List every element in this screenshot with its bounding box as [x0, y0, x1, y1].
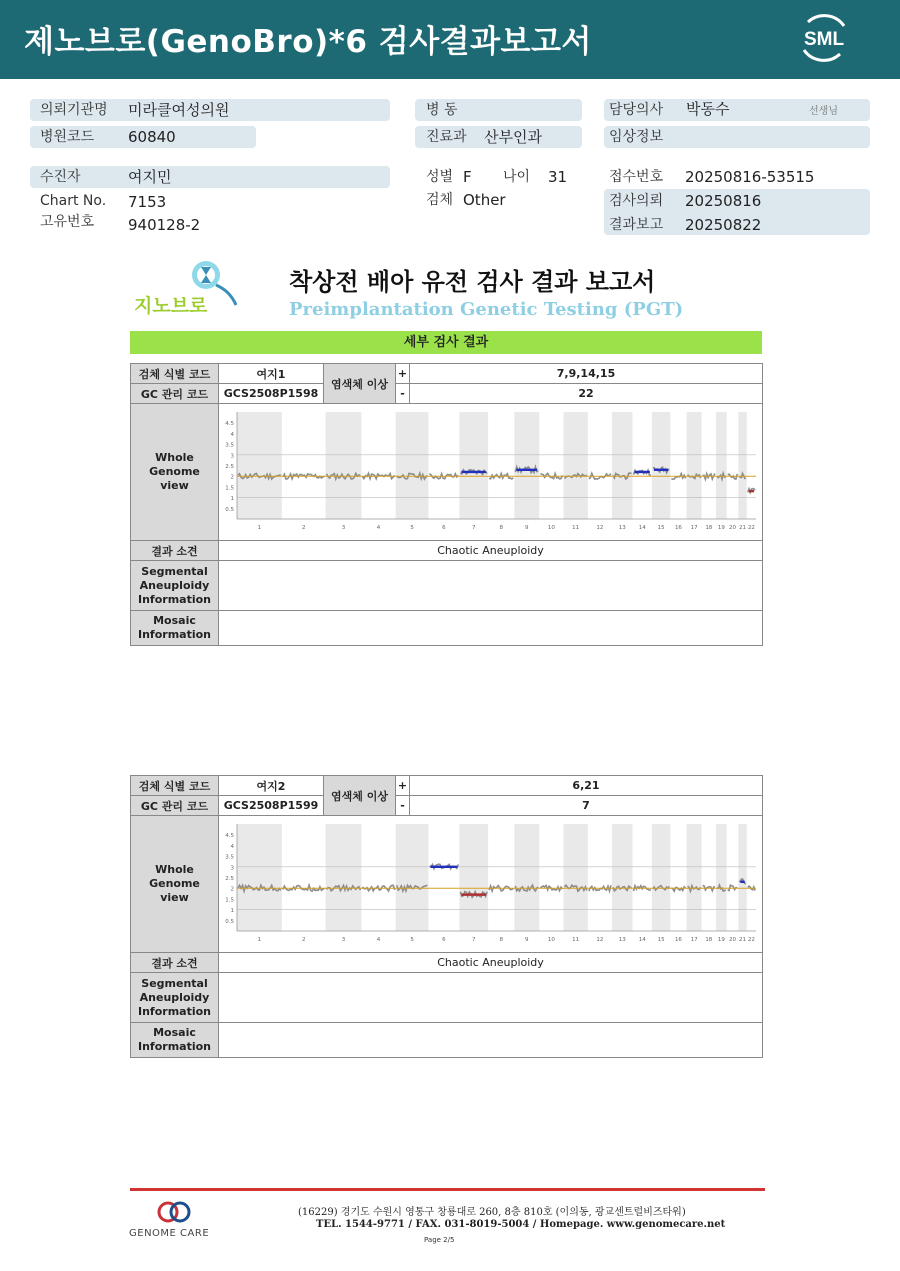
gc-code-value: GCS2508P1599 — [219, 796, 324, 816]
genobro-logo-text: 지노브로 — [134, 295, 208, 317]
chromosome-band — [686, 412, 701, 519]
chromosome-band — [686, 824, 701, 931]
finding-value: Chaotic Aneuploidy — [219, 541, 763, 561]
chromosome-band — [611, 824, 632, 931]
mosaic-label-line: Mosaic — [153, 1026, 196, 1039]
loss-sign: - — [396, 796, 410, 816]
x-tick-label: 18 — [704, 525, 712, 531]
doctor-label: 담당의사 — [609, 102, 664, 118]
ward-label: 병 동 — [426, 102, 458, 118]
x-tick-label: 10 — [547, 937, 555, 943]
report-date-label: 결과보고 — [609, 217, 664, 233]
section-title: 세부 검사 결과 — [130, 331, 762, 354]
x-tick-label: 1 — [257, 937, 261, 943]
loss-chromosomes: 22 — [410, 384, 763, 404]
y-tick-label: 2.5 — [224, 464, 234, 470]
gc-code-value: GCS2508P1598 — [219, 384, 324, 404]
sml-logo-text: SML — [803, 29, 845, 50]
mosaic-value — [219, 1023, 763, 1058]
mosaic-label — [131, 1023, 219, 1058]
x-tick-label: 11 — [571, 525, 579, 531]
whole-genome-label-line: Whole — [155, 451, 194, 464]
x-tick-label: 3 — [341, 525, 345, 531]
chromosome-band — [563, 412, 587, 519]
hospital-code-value: 60840 — [128, 128, 176, 146]
sample-code-value: 여지2 — [219, 776, 324, 796]
gain-chromosomes: 6,21 — [410, 776, 763, 796]
x-tick-label: 14 — [638, 937, 646, 943]
copy-number-trace — [671, 887, 685, 891]
x-tick-label: 17 — [690, 937, 698, 943]
chromosome-band — [716, 824, 727, 931]
segmental-label-line: Segmental — [141, 976, 208, 990]
x-tick-label: 21 — [738, 937, 746, 943]
specimen-value: Other — [463, 191, 506, 209]
footer-contact: TEL. 1544-9771 / FAX. 031-8019-5004 / Homepage. www.genomecare.net — [316, 1219, 726, 1230]
chromosome-band — [459, 412, 488, 519]
clinical-label: 임상정보 — [609, 129, 664, 145]
chromosome-band — [651, 824, 669, 931]
y-tick-label: 3.5 — [224, 442, 234, 449]
y-tick-label: 1 — [230, 908, 234, 915]
receipt-label: 접수번호 — [609, 169, 664, 185]
x-tick-label: 11 — [571, 937, 579, 943]
report-date-value: 20250822 — [685, 216, 762, 234]
report-header — [0, 0, 900, 79]
dept-value: 산부인과 — [484, 128, 542, 146]
doctor-value: 박동수 — [686, 100, 730, 118]
request-value: 20250816 — [685, 192, 762, 210]
chart-value: 7153 — [128, 193, 167, 211]
y-tick-label: 0.5 — [224, 918, 234, 925]
mosaic-label — [131, 611, 219, 646]
y-tick-label: 1.5 — [224, 485, 234, 492]
x-tick-label: 4 — [376, 937, 380, 943]
gc-code-label: GC 관리 코드 — [131, 384, 219, 404]
y-tick-label: 4.5 — [224, 421, 234, 428]
y-tick-label: 4 — [230, 843, 234, 850]
x-tick-label: 15 — [657, 937, 665, 943]
chromosome-band — [738, 824, 746, 931]
footer-divider — [130, 1188, 765, 1191]
loss-chromosomes: 7 — [410, 796, 763, 816]
finding-label: 결과 소견 — [131, 953, 219, 973]
x-tick-label: 13 — [618, 525, 626, 531]
whole-genome-label — [131, 404, 219, 541]
y-tick-label: 2 — [230, 886, 234, 893]
segmental-value — [219, 561, 763, 611]
x-tick-label: 22 — [747, 937, 755, 943]
loss-sign: - — [396, 384, 410, 404]
hospital-code-label: 병원코드 — [40, 129, 95, 145]
segmental-label-line: Aneuploidy — [139, 990, 210, 1004]
pgt-title: 착상전 배아 유전 검사 결과 보고서 — [289, 268, 656, 296]
patient-value: 여지민 — [128, 168, 172, 186]
mosaic-label-line: Information — [138, 628, 211, 641]
segmental-label — [131, 973, 219, 1023]
x-tick-label: 16 — [674, 937, 682, 943]
x-tick-label: 20 — [728, 525, 736, 531]
x-tick-label: 13 — [618, 937, 626, 943]
segmental-label-line: Segmental — [141, 564, 208, 578]
x-tick-label: 7 — [471, 525, 475, 531]
x-tick-label: 2 — [301, 937, 305, 943]
sample-table-1 — [130, 363, 763, 646]
report-title: 제노브로(GenoBro)*6 검사결과보고서 — [24, 24, 592, 60]
age-label: 나이 — [503, 169, 531, 185]
chromosome-band — [611, 412, 632, 519]
chromosome-band — [738, 412, 746, 519]
x-tick-label: 10 — [547, 525, 555, 531]
x-tick-label: 1 — [257, 525, 261, 531]
whole-genome-label-line: view — [160, 891, 189, 904]
age-value: 31 — [548, 168, 568, 186]
whole-genome-label-line: Whole — [155, 863, 194, 876]
y-tick-label: 3 — [230, 453, 234, 460]
x-tick-label: 12 — [595, 525, 603, 531]
x-tick-label: 5 — [409, 937, 414, 943]
segmental-label — [131, 561, 219, 611]
sml-logo-icon — [796, 12, 852, 64]
x-tick-label: 5 — [409, 525, 414, 531]
x-tick-label: 6 — [441, 937, 446, 943]
genobro-logo-icon — [132, 255, 244, 317]
receipt-value: 20250816-53515 — [685, 168, 815, 186]
x-tick-label: 3 — [341, 937, 345, 943]
finding-value: Chaotic Aneuploidy — [219, 953, 763, 973]
whole-genome-label — [131, 816, 219, 953]
doctor-suffix: 선생님 — [809, 106, 838, 117]
patient-label: 수진자 — [40, 169, 81, 185]
chromosome-band — [651, 412, 669, 519]
sample-code-label: 검체 식별 코드 — [131, 364, 219, 384]
genome-plot-cell — [219, 816, 763, 953]
chromosome-band — [514, 824, 539, 931]
whole-genome-label-line: Genome — [149, 877, 200, 890]
hospital-label: 의뢰기관명 — [40, 102, 108, 118]
gain-sign: + — [396, 364, 410, 384]
pgt-subtitle: Preimplantation Genetic Testing (PGT) — [289, 299, 684, 320]
dept-label: 진료과 — [426, 129, 467, 145]
whole-genome-label-line: view — [160, 479, 189, 492]
hospital-value: 미라클여성의원 — [128, 101, 230, 119]
gc-code-label: GC 관리 코드 — [131, 796, 219, 816]
chromosome-band — [237, 824, 282, 931]
chrom-abn-label: 염색체 이상 — [324, 364, 396, 404]
x-tick-label: 16 — [674, 525, 682, 531]
x-tick-label: 4 — [376, 525, 380, 531]
page-number: Page 2/5 — [424, 1236, 455, 1244]
genome-plot-cell — [219, 404, 763, 541]
x-tick-label: 9 — [524, 937, 529, 943]
company-name: GENOME CARE — [129, 1228, 210, 1239]
sample-table-2 — [130, 775, 763, 1058]
x-tick-label: 2 — [301, 525, 305, 531]
id-value: 940128-2 — [128, 216, 201, 234]
footer-address: (16229) 경기도 수원시 영통구 창룡대로 260, 8층 810호 (이의동, 광교센트럴비즈타워) — [298, 1207, 686, 1218]
specimen-label: 검체 — [426, 192, 454, 208]
chromosome-band — [395, 824, 428, 931]
x-tick-label: 9 — [524, 525, 529, 531]
finding-label: 결과 소견 — [131, 541, 219, 561]
mosaic-value — [219, 611, 763, 646]
x-tick-label: 8 — [498, 937, 503, 943]
genome-plot — [220, 404, 762, 537]
segmental-label-line: Aneuploidy — [139, 578, 210, 592]
x-tick-label: 19 — [717, 937, 725, 943]
sample-code-value: 여지1 — [219, 364, 324, 384]
segmental-label-line: Information — [138, 592, 211, 606]
segmental-value — [219, 973, 763, 1023]
x-tick-label: 17 — [690, 525, 698, 531]
x-tick-label: 8 — [498, 525, 503, 531]
sample-code-label: 검체 식별 코드 — [131, 776, 219, 796]
y-tick-label: 4 — [230, 431, 234, 438]
y-tick-label: 2 — [230, 474, 234, 481]
chrom-abn-label: 염색체 이상 — [324, 776, 396, 816]
y-tick-label: 0.5 — [224, 506, 234, 513]
y-tick-label: 1 — [230, 496, 234, 503]
x-tick-label: 12 — [595, 937, 603, 943]
id-label: 고유번호 — [40, 214, 95, 230]
genome-plot — [220, 816, 762, 949]
chromosome-band — [395, 412, 428, 519]
mosaic-label-line: Mosaic — [153, 614, 196, 627]
whole-genome-label-line: Genome — [149, 465, 200, 478]
gain-chromosomes: 7,9,14,15 — [410, 364, 763, 384]
chromosome-band — [325, 412, 361, 519]
y-tick-label: 2.5 — [224, 876, 234, 882]
chromosome-band — [325, 824, 361, 931]
chromosome-band — [716, 412, 727, 519]
x-tick-label: 19 — [717, 525, 725, 531]
request-label: 검사의뢰 — [609, 193, 664, 209]
y-tick-label: 4.5 — [224, 833, 234, 840]
chromosome-band — [237, 412, 282, 519]
segmental-label-line: Information — [138, 1004, 211, 1018]
x-tick-label: 20 — [728, 937, 736, 943]
sex-value: F — [463, 168, 472, 186]
x-tick-label: 15 — [657, 525, 665, 531]
chart-label: Chart No. — [40, 193, 107, 209]
y-tick-label: 3.5 — [224, 854, 234, 861]
chromosome-band — [459, 824, 488, 931]
chromosome-band — [563, 824, 587, 931]
y-tick-label: 3 — [230, 865, 234, 872]
x-tick-label: 7 — [471, 937, 475, 943]
sex-label: 성별 — [426, 169, 454, 185]
x-tick-label: 6 — [441, 525, 446, 531]
x-tick-label: 18 — [704, 937, 712, 943]
gain-sign: + — [396, 776, 410, 796]
mosaic-label-line: Information — [138, 1040, 211, 1053]
x-tick-label: 22 — [747, 525, 755, 531]
y-tick-label: 1.5 — [224, 897, 234, 904]
patient-row — [30, 166, 390, 188]
x-tick-label: 21 — [738, 525, 746, 531]
x-tick-label: 14 — [638, 525, 646, 531]
